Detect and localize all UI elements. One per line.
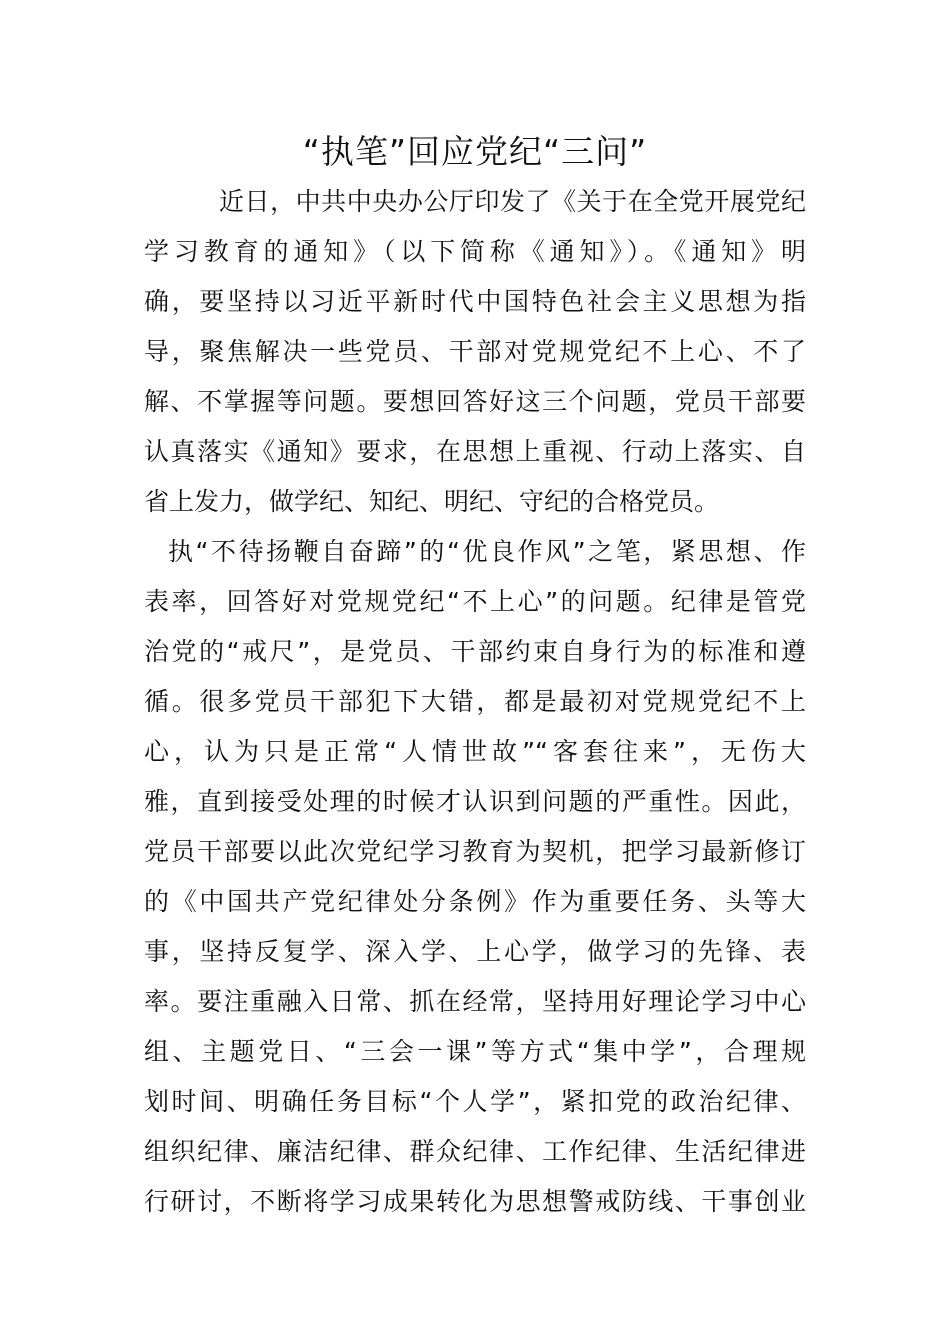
paragraph-line: 认真落实《通知》要求，在思想上重视、行动上落实、自	[144, 437, 806, 466]
paragraph-line: 率。要注重融入日常、抓在经常，坚持用好理论学习中心	[144, 987, 806, 1016]
paragraph-line: 划时间、明确任务目标“个人学”，紧扣党的政治纪律、	[144, 1087, 806, 1116]
paragraph-line: 组、主题党日、“三会一课”等方式“集中学”，合理规	[144, 1037, 806, 1066]
paragraph-line: 循。很多党员干部犯下大错，都是最初对党规党纪不上	[144, 687, 806, 716]
paragraph-line: 学习教育的通知》（以下简称《通知》）。《通知》明	[144, 237, 806, 266]
paragraph-line: 执“不待扬鞭自奋蹄”的“优良作风”之笔，紧思想、作	[168, 537, 806, 566]
paragraph-line: 治党的“戒尺”，是党员、干部约束自身行为的标准和遵	[144, 637, 806, 666]
paragraph-line: 组织纪律、廉洁纪律、群众纪律、工作纪律、生活纪律进	[144, 1137, 806, 1166]
paragraph-line: 事，坚持反复学、深入学、上心学，做学习的先锋、表	[144, 937, 806, 966]
paragraph-line: 确，要坚持以习近平新时代中国特色社会主义思想为指	[144, 287, 806, 316]
paragraph-line: 的《中国共产党纪律处分条例》作为重要任务、头等大	[144, 887, 806, 916]
paragraph-line: 导，聚焦解决一些党员、干部对党规党纪不上心、不了	[144, 337, 806, 366]
paragraph-line: 近日，中共中央办公厅印发了《关于在全党开展党纪	[219, 187, 806, 216]
paragraph-line: 党员干部要以此次党纪学习教育为契机，把学习最新修订	[144, 837, 806, 866]
paragraph-line: 省上发力，做学纪、知纪、明纪、守纪的合格党员。	[144, 487, 720, 516]
paragraph-line: 心，认为只是正常“人情世故”“客套往来”，无伤大	[144, 737, 806, 766]
paragraph-line: 行研讨，不断将学习成果转化为思想警戒防线、干事创业	[144, 1187, 806, 1216]
paragraph-line: 解、不掌握等问题。要想回答好这三个问题，党员干部要	[144, 387, 806, 416]
paragraph-line: 雅，直到接受处理的时候才认识到问题的严重性。因此，	[144, 787, 806, 816]
document-title: “执笔”回应党纪“三问”	[302, 132, 648, 171]
paragraph-line: 表率，回答好对党规党纪“不上心”的问题。纪律是管党	[144, 587, 806, 616]
